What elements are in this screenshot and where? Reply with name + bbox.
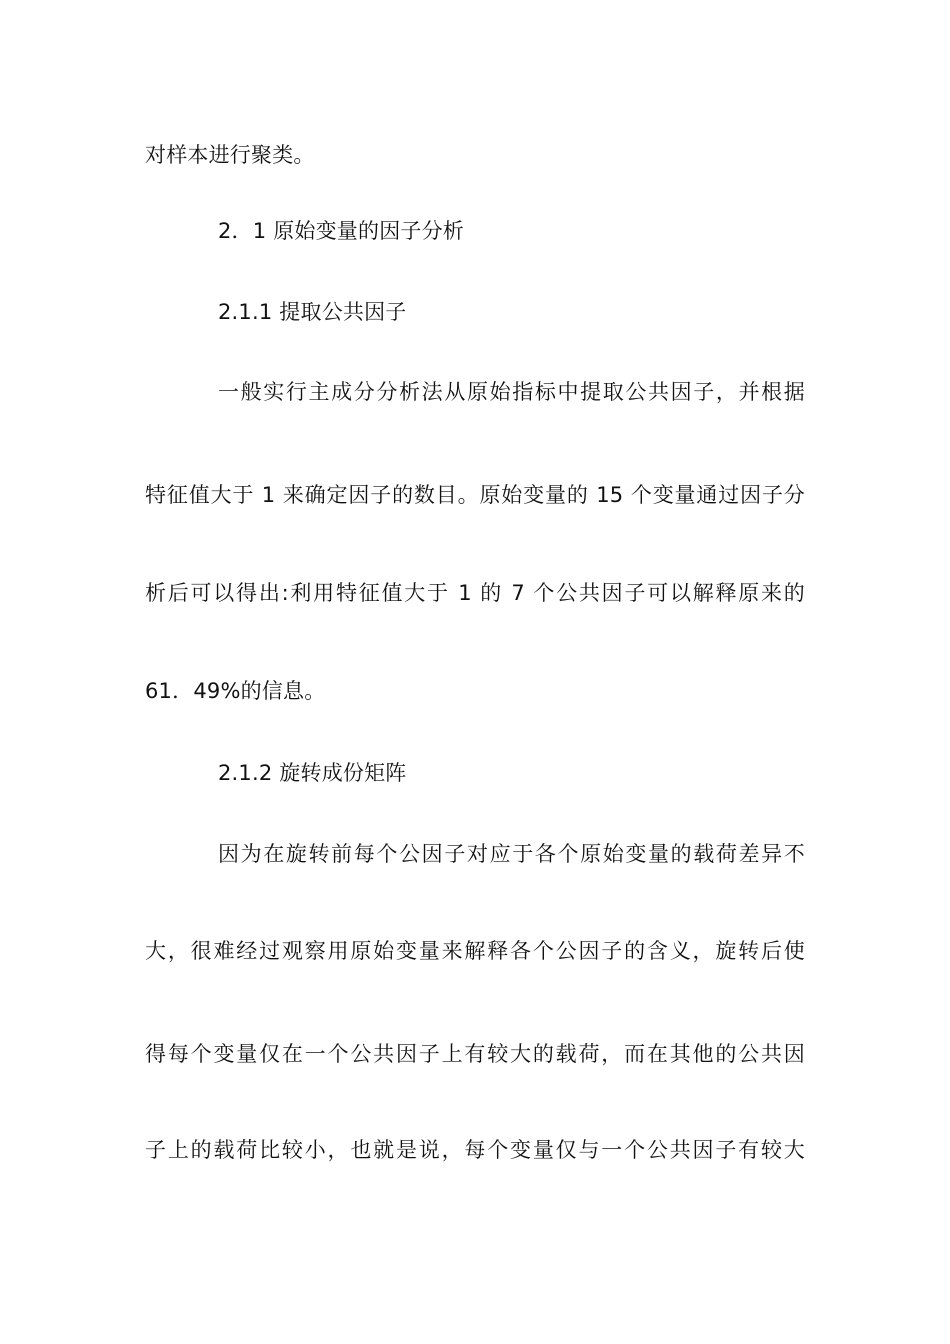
paragraph-line: 61．49%的信息。 bbox=[145, 679, 326, 703]
paragraph-line: 特征值大于 1 来确定因子的数目。原始变量的 15 个变量通过因子分 bbox=[145, 483, 805, 507]
paragraph-line: 对样本进行聚类。 bbox=[145, 143, 315, 167]
subsection-heading: 2.1.1 提取公共因子 bbox=[218, 300, 407, 324]
subsection-heading: 2.1.2 旋转成份矩阵 bbox=[218, 761, 407, 785]
paragraph-line: 因为在旋转前每个公因子对应于各个原始变量的载荷差异不 bbox=[218, 842, 805, 866]
paragraph-line: 大，很难经过观察用原始变量来解释各个公因子的含义，旋转后使 bbox=[145, 939, 805, 963]
paragraph-line: 一般实行主成分分析法从原始指标中提取公共因子，并根据 bbox=[218, 380, 805, 404]
paragraph-line: 析后可以得出:利用特征值大于 1 的 7 个公共因子可以解释原来的 bbox=[145, 581, 805, 605]
paragraph-line: 得每个变量仅在一个公共因子上有较大的载荷，而在其他的公共因 bbox=[145, 1042, 805, 1066]
paragraph-line: 子上的载荷比较小，也就是说，每个变量仅与一个公共因子有较大 bbox=[145, 1138, 805, 1162]
section-heading: 2．1 原始变量的因子分析 bbox=[218, 219, 464, 243]
